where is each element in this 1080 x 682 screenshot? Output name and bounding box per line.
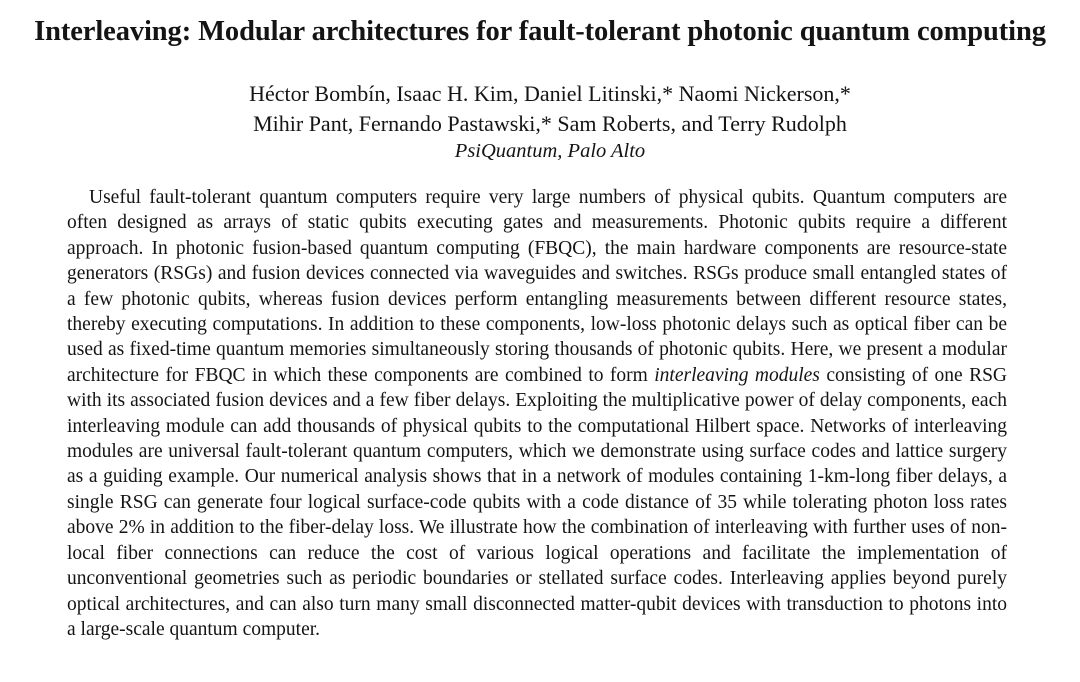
abstract-text-part-1: Useful fault-tolerant quantum computers require very large numbers of physical qubits. Quantum computers are often designed as arrays of static qubits executing gates and measurements. Photonic qubits require a different approach. In photonic fusion-based quantum computing (FBQC), the main hardware components are resource-state generators (RSGs) and fusion devices connected via waveguides and switches. RSGs produce small entangled states of a few photonic qubits, whereas fusion devices perform entangling measurements between different resource states, thereby executing computations. In addition to these components, low-loss photonic delays such as optical fiber can be used as fixed-time quantum memories simultaneously storing thousands of photonic qubits. Here, we present a modular architecture for FBQC in which these components are combined to form xyxy=(67,187,1007,386)
abstract-emphasis: interleaving modules xyxy=(654,364,820,386)
authors-line-2: Mihir Pant, Fernando Pastawski,* Sam Roberts, and Terry Rudolph xyxy=(253,111,847,136)
abstract xyxy=(67,185,1007,642)
paper-title: Interleaving: Modular architectures for fault-tolerant photonic quantum computing xyxy=(34,16,1046,47)
authors-line-1: Héctor Bombín, Isaac H. Kim, Daniel Litinski,* Naomi Nickerson,* xyxy=(249,81,851,106)
author-block xyxy=(0,79,1080,164)
affiliation: PsiQuantum, Palo Alto xyxy=(454,140,646,162)
abstract-text-part-2: consisting of one RSG with its associated fusion devices and a few fiber delays. Exploiting the multiplicative power of delay components, each interleaving module can add thousands of physical qubits to the computational Hilbert space. Networks of interleaving modules are universal fault-tolerant quantum computers, which we demonstrate using surface codes and lattice surgery as a guiding example. Our numerical analysis shows that in a network of modules containing 1-km-long fiber delays, a single RSG can generate four logical surface-code qubits with a code distance of 35 while tolerating photon loss rates above 2% in addition to the fiber-delay loss. We illustrate how the combination of interleaving with further uses of non-local fiber connections can reduce the cost of various logical operations and facilitate the implementation of unconventional geometries such as periodic boundaries or stellated surface codes. Interleaving applies beyond purely optical architectures, and can also turn many small disconnected matter-qubit devices with transduction to photons into a large-scale quantum computer. xyxy=(67,364,1008,640)
